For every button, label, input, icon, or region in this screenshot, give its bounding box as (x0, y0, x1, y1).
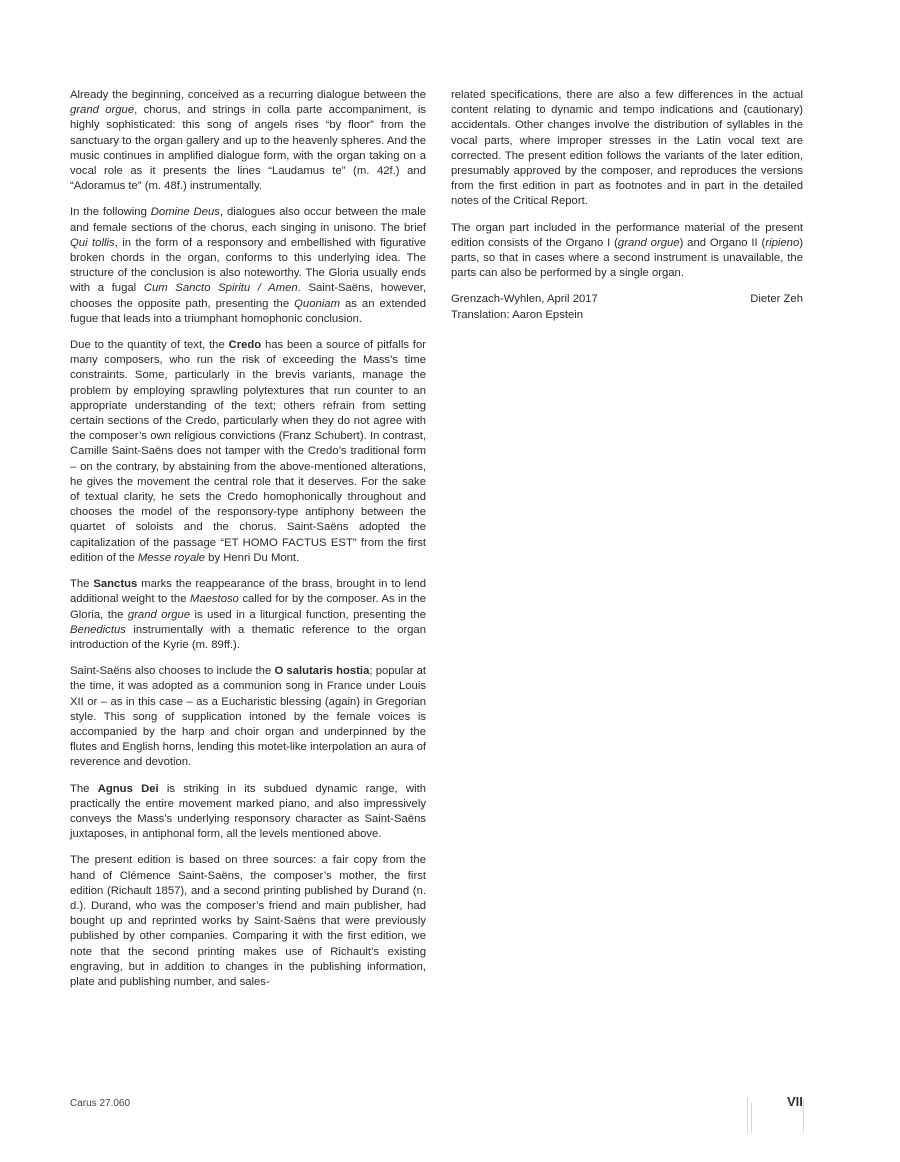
paragraph-o-salutaris: Saint-Saëns also chooses to include the O salutaris hostia; popular at the time, it was adopted as a communion song in France under Louis XII or – as in this case – as a Eucharistic blessing (again) in Gregorian style. This song of supplication intoned by the female voices is accompanied by the harp and choir organ and underpinned by the flutes and English horns, lending this motet-like interpolation an aura of reverence and devotion. (70, 665, 426, 769)
paragraph-organ-part: The organ part included in the performance material of the present edition consists of the Organo I (grand orgue) and Organo II (ripieno) parts, so that in cases where a second instrument is unavailable, the parts can also be performed by a single organ. (451, 221, 803, 280)
author-name: Dieter Zeh (750, 293, 803, 306)
right-column (451, 88, 803, 323)
catalog-number: Carus 27.060 (70, 1098, 131, 1109)
place-date: Grenzach-Wyhlen, April 2017 (451, 293, 598, 306)
paragraph-sanctus: The Sanctus marks the reappearance of the brass, brought in to lend additional weight to the Maestoso called for by the composer. As in the Gloria, the grand orgue is used in a liturgical function, presenting the Benedictus instrumentally with a thematic reference to the organ introduction of the Kyrie (m. 89ff.). (70, 578, 426, 651)
signature-line (451, 292, 803, 307)
paragraph-agnus-dei: The Agnus Dei is striking in its subdued dynamic range, with practically the entire movement marked piano, and also impressively conveys the Mass’s underlying responsory character as Saint-Saëns juxtaposes, in antiphonal form, all the levels mentioned above. (70, 782, 427, 841)
paragraph-sources: The present edition is based on three sources: a fair copy from the hand of Clémence Saint-Saëns, the composer’s mother, the first edition (Richault 1857), and a second printing published by Durand (n. d.). Durand, who was the composer’s friend and main publisher, had bought up and reprinted works by Saint-Saëns that were previously published by other companies. Comparing it with the first edition, we note that the second printing makes use of Richault’s existing engraving, but in addition to changes in the publishing information, plate and publishing number, and sales- (70, 854, 426, 988)
translator-credit: Translation: Aaron Epstein (451, 308, 584, 321)
paragraph-gloria: Already the beginning, conceived as a recurring dialogue between the grand orgue, chorus, and strings in colla parte accompaniment, is highly sophisticated: this song of angels rises “by floor” from the sanctuary to the organ gallery and up to the heavenly spheres. And the music continues in amplified dialogue form, with the organ taking on a vocal role as it presents the lines “Laudamus te” (m. 42f.) and “Adoramus te” (m. 48f.) instrumentally. (70, 89, 426, 193)
paragraph-credo: Due to the quantity of text, the Credo has been a source of pitfalls for many composers, who run the risk of exceeding the Mass’s time constraints. Some, particularly in the brevis variants, manage the problem by employing sprawling polytextures that run counter to an appropriate understanding of the text; others refrain from setting certain sections of the Credo, particularly when they do not agree with the composer’s own religious convictions (Franz Schubert). In contrast, Camille Saint-Saëns does not tamper with the Credo’s traditional form – on the contrary, by abstaining from the above-mentioned alterations, he gives the movement the central role that it deserves. For the sake of textual clarity, he sets the Credo homophonically throughout and chooses the model of the responsory-type antiphony between the quartet of soloists and the chorus. Saint-Saëns adopted the capitalization of the passage “ET HOMO FACTUS EST” from the first edition of the Messe royale by Henri Du Mont. (70, 339, 426, 564)
paragraph-sources-continued: related specifications, there are also a few differences in the actual content relating to dynamic and tempo indications and (cautionary) accidentals. Other changes involve the distribution of syllables in the vocal parts, where improper stresses in the Latin vocal text are corrected. The present edition follows the variants of the later edition, presumably approved by the composer, and reproduces the versions from the first edition in part as footnotes and in part in the detailed notes of the Critical Report. (451, 89, 803, 208)
page-number: VII (787, 1094, 803, 1109)
left-column (70, 88, 426, 1001)
paragraph-domine-deus: In the following Domine Deus, dialogues also occur between the male and female sections of the chorus, each singing in unisono. The brief Qui tollis, in the form of a responsory and embellished with figurative broken chords in the organ, conforms to this underlying idea. The structure of the conclusion is also noteworthy. The Gloria usually ends with a fugal Cum Sancto Spiritu / Amen. Saint-Saëns, however, chooses the opposite path, presenting the Quoniam as an extended fugue that leads into a triumphant homophonic conclusion. (70, 206, 427, 325)
